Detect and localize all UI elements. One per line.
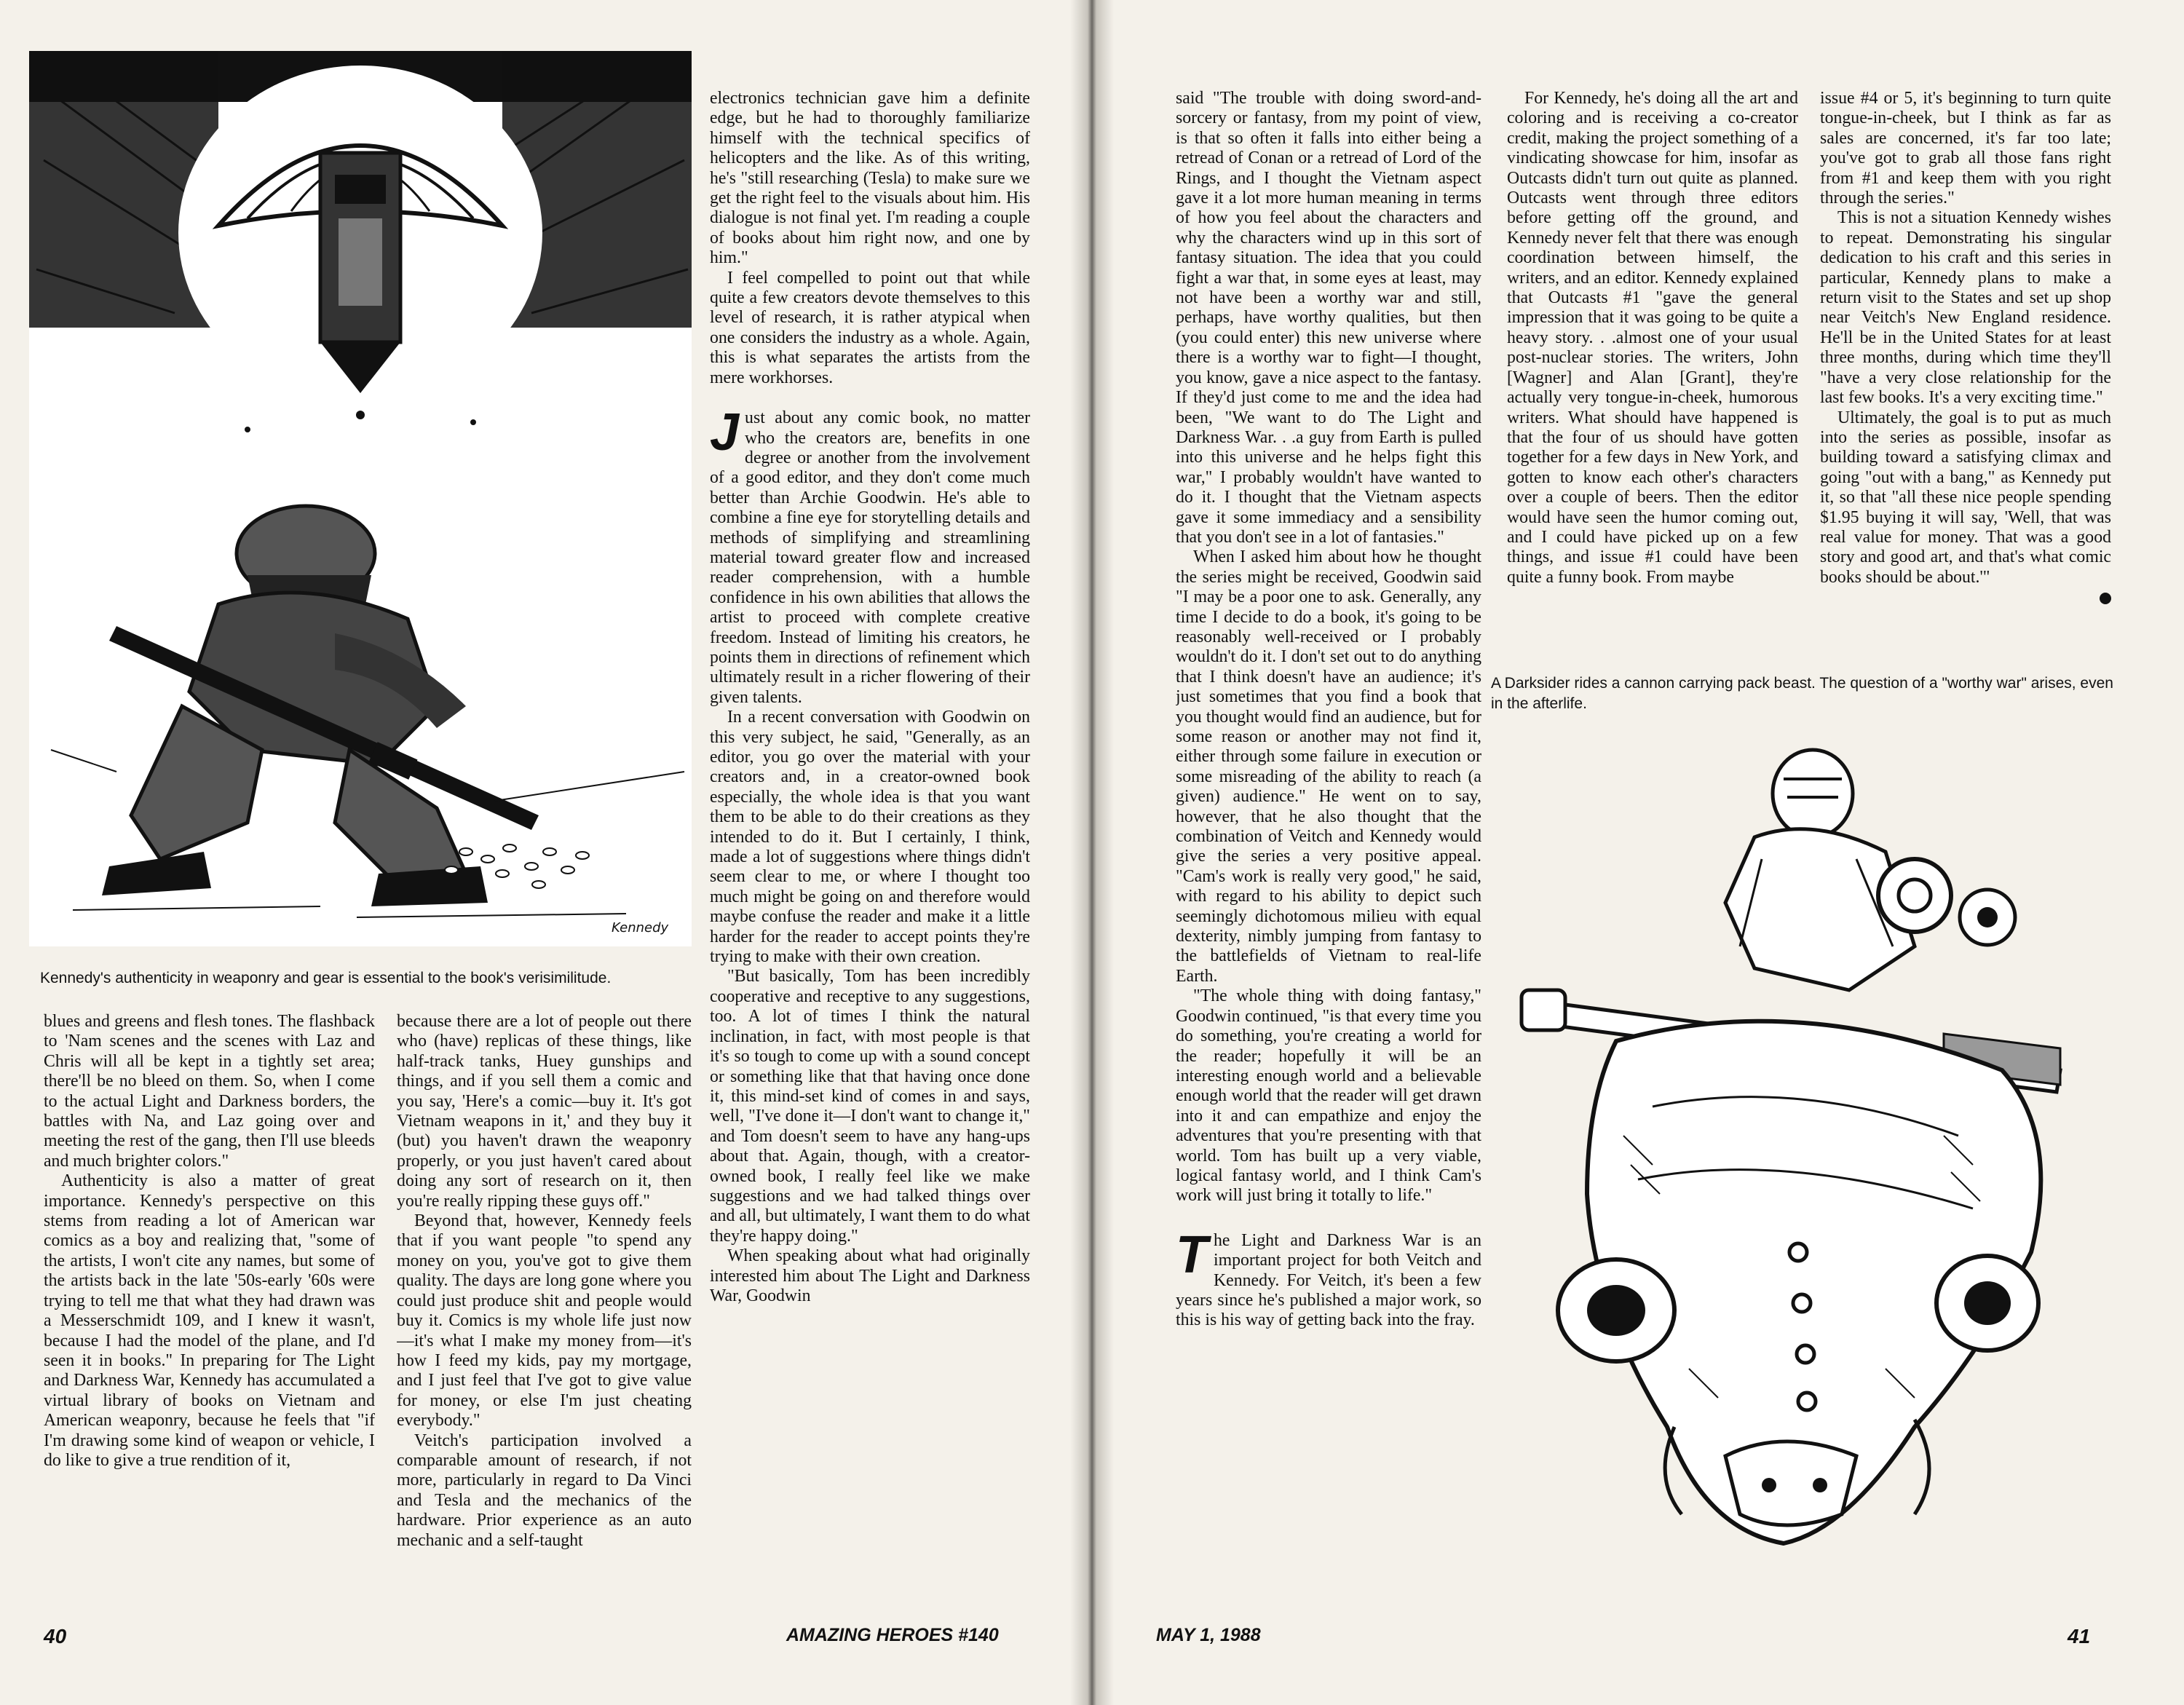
page-number-right: 41 xyxy=(2068,1625,2091,1647)
paragraph: When I asked him about how he thought the series might be received, Goodwin said "I may be a poor one to ask. Generally, any time I decide to do a book, it's going to be reasonably well-received or I probably wouldn't do it. I don't set out to do anything that I think doesn't have an audience; it's just sometimes that you find a book that you thought would find an audience, but for some reason or another may not find it, either through some failure in execution or some misreading of the ability to reach (a given) audience." He went on to say, however, that he also thought that the combination of Veitch and Kennedy would give the series a very positive appeal. "Cam's work is really very good," he said, with regard to his ability to depict such seemingly dichotomous milieu with equal dexterity, nimbly jumping from fantasy to the battlefields of Vietnam to real-life Earth. xyxy=(1176,547,1481,986)
artist-signature: Kennedy xyxy=(612,920,669,935)
paragraph: "But basically, Tom has been incredibly cooperative and receptive to any suggestions, too. A lot of times I think the natural inclination, in fact, with most people is that it's so tough to come up with a sound concept or something like that that having once done it, this mind-set kind of comes in and says, well, "I've done it—I don't want to change it," and Tom doesn't seem to have any hang-ups about that. Again, though, with a creator-owned book, I really feel like we make suggestions and we had talked things over and all, but ultimately, I want them to do what they're happy doing." xyxy=(710,967,1030,1246)
left-figure-caption: Kennedy's authenticity in weaponry and gear is essential to the book's verisimilitude. xyxy=(40,970,612,986)
paragraph: When speaking about what had originally interested him about The Light and Darkness War, Goodwin xyxy=(710,1246,1030,1305)
dropcap-paragraph: Just about any comic book, no matter who the creators are, benefits in one degree or another from the involvement of a good editor, and they don't come much better than Archie Goodwin. He's able to combine a fine eye for storytelling details and methods of simplifying and streamlining material toward greater flow and increased reader comprehension, with a humble confidence in his own abilities that allows the artist to proceed with complete creative freedom. Instead of limiting his creators, he points them in directions of refinement which ultimately result in a richer flowering of their given talents. xyxy=(710,403,1030,707)
magazine-title-folio: AMAZING HEROES #140 xyxy=(786,1625,999,1645)
paragraph: electronics technician gave him a definite edge, but he had to thoroughly familiarize himself with the technical specifics of helicopters and the like. As of this writing, he's "still researching (Tesla) to make sure we get the right feel to the visuals about him. His dialogue is not final yet. I'm reading a couple of books about him right now, and one by him." xyxy=(710,89,1030,268)
darksider-illustration xyxy=(1507,728,2097,1587)
paragraph: This is not a situation Kennedy wishes to repeat. Demonstrating his singular dedication to his craft and this series in particular, Kennedy plans to make a return visit to the States and set up shop near Veitch's New England residence. He'll be in the United States for at least three months, during which time they'll "have a very close relationship for the last few books. It's a very exciting time." xyxy=(1820,208,2111,408)
paragraph: Authenticity is also a matter of great importance. Kennedy's perspective on this stems from reading a lot of American war comics as a boy and realizing that, "some of the artists, I won't cite any names, but some of the artists back in the late '50s-early '60s were trying to tell me that what they had drawn was a Messerschmidt 109, and I knew it wasn't, because I had the model of the plane, and I'd seen it in books." In preparing for The Light and Darkness War, Kennedy has accumulated a virtual library of books on Vietnam and American weaponry, because he feels that "if I'm drawing some kind of weapon or vehicle, I do like to give a true rendition of it, xyxy=(44,1171,375,1470)
dropcap-paragraph: The Light and Darkness War is an important project for both Veitch and Kennedy. For Veitch, it's been a few years since he's published a major work, so this is his way of getting back into the fray. xyxy=(1176,1225,1481,1330)
paragraph: blues and greens and flesh tones. The flashback to 'Nam scenes and the scenes with Laz and Chris will all be kept in a tightly set area; there'll be no bleed on them. So, when I come to the actual Light and Darkness borders, the battles with Na, and Laz going over and meeting the rest of the gang, then I'll use bleeds and much brighter colors." xyxy=(44,1012,375,1171)
right-figure-caption: A Darksider rides a cannon carrying pack beast. The question of a "worthy war" arises, even in the afterlife. xyxy=(1491,675,2113,712)
paragraph: I feel compelled to point out that while quite a few creators devote themselves to this level of research, it is rather atypical when one considers the industry as a whole. Again, this is what separates the artists from the mere workhorses. xyxy=(710,268,1030,387)
paragraph: said "The trouble with doing sword-and-sorcery or fantasy, from my point of view, is that so often it falls into either being a retread of Conan or a retread of Lord of the Rings, and I thought the Vietnam aspect gave it a lot more human meaning in terms of how you feel about the characters and why the characters wind up in this sort of fantasy situation. The idea that you could fight a war that, in some eyes at least, may not have been a worthy war and still, perhaps, have worthy qualities, but then (you could enter) this new universe where there is a worthy war to fight—I thought, you know, gave a nice aspect to the fantasy. If they'd just come to me and the idea had been, "We want to do The Light and Darkness War. . .a guy from Earth is pulled into this universe and he helps fight this war," I probably wouldn't have wanted to do it. I thought that the Vietnam aspects gave it some immediacy and a sensibility that you don't see in a lot of fantasies." xyxy=(1176,89,1481,547)
page-number-left: 40 xyxy=(44,1625,67,1647)
darksider-art-svg xyxy=(1507,728,2097,1587)
end-mark-bullet xyxy=(2100,593,2111,604)
issue-date-folio: MAY 1, 1988 xyxy=(1156,1625,1261,1645)
paragraph: Ultimately, the goal is to put as much into the series as possible, insofar as building toward a satisfying climax and going "out with a bang," as Kennedy put it, so that "all these nice people spending $1.95 buying it will say, 'Well, that was real value for money. That was a good story and good art, and that's what comic books should be about.'" xyxy=(1820,408,2111,587)
soldier-illustration xyxy=(29,51,692,946)
left-column-right xyxy=(710,89,1030,1603)
left-page xyxy=(0,0,1085,1705)
paragraph: Beyond that, however, Kennedy feels that if you want people "to spend any money on you, you've got to give them quality. The days are long gone where you could just produce shit and people would buy it. Comics is my whole life just now—it's what I make my money from—it's how I feed my kids, pay my mortgage, and I just feel that I've got to give value for money, or else I'm just cheating everybody." xyxy=(397,1211,692,1431)
left-column-a xyxy=(44,1012,375,1602)
paragraph: Veitch's participation involved a comparable amount of research, if not more, particularly in regard to Da Vinci and Tesla and the mechanics of the hardware. Prior experience as an auto mechanic and a self-taught xyxy=(397,1431,692,1550)
paragraph: For Kennedy, he's doing all the art and coloring and is receiving a co-creator credit, making the project something of a vindicating showcase for him, insofar as Outcasts didn't turn out quite as planned. Outcasts went through three editors before getting off the ground, and Kennedy never felt that there was enough coordination between himself, the writers, and an editor. Kennedy explained that Outcasts #1 "gave the general impression that it was going to be quite a heavy story. . .almost one of your usual post-nuclear stories. The writers, John [Wagner] and Alan [Grant], they're actually very tongue-in-cheek, humorous writers. What should have happened is that the four of us should have gotten together for a few days in New York, and gotten to know each other's characters over a couple of beers. Then the editor would have seen the humor coming out, and I could have picked up on a few things, and issue #1 could have been quite a funny book. From maybe xyxy=(1507,89,1798,587)
right-column-3 xyxy=(1820,89,2111,671)
right-column-2 xyxy=(1507,89,1798,671)
paragraph: "The whole thing with doing fantasy," Goodwin continued, "is that every time you do something, you're creating a world for the reader; hopefully it will be an interesting enough world and a believable enough world that the reader will get drawn into it and can empathize and enjoy the adventures that you're presenting with that world. Tom has built up a very viable, logical fantasy world, and I think Cam's work will just bring it totally to life." xyxy=(1176,986,1481,1206)
right-column-1 xyxy=(1176,89,1481,1603)
paragraph: because there are a lot of people out there who (have) replicas of these things, like half-track tanks, Huey gunships and things, and if you sell them a comic and you say, 'Here's a comic—buy it. It's got Vietnam weapons in it,' and they buy it (but) you haven't drawn the weaponry properly, or you just haven't cared about doing any sort of research on it, then you're really ripping these guys off." xyxy=(397,1012,692,1211)
right-page xyxy=(1092,0,2184,1705)
spine-gutter xyxy=(1070,0,1114,1705)
soldier-art-svg xyxy=(29,51,692,946)
paragraph: In a recent conversation with Goodwin on this very subject, he said, "Generally, as an editor, you go over the material with your creators and, in a creator-owned book especially, the whole idea is that you want them to be able to do their creations as they intended to do it. But I certainly, I think, made a lot of suggestions where things didn't seem clear to me, or where I thought too much might be going on and therefore would maybe confuse the reader and make it a little harder for the reader to accept points they're trying to make with their own creation. xyxy=(710,708,1030,967)
left-column-b xyxy=(397,1012,692,1602)
paragraph: issue #4 or 5, it's beginning to turn quite tongue-in-cheek, but I think as far as sales are concerned, it's far too late; you've got to grab all those fans right from #1 and keep them with you right through the series." xyxy=(1820,89,2111,208)
